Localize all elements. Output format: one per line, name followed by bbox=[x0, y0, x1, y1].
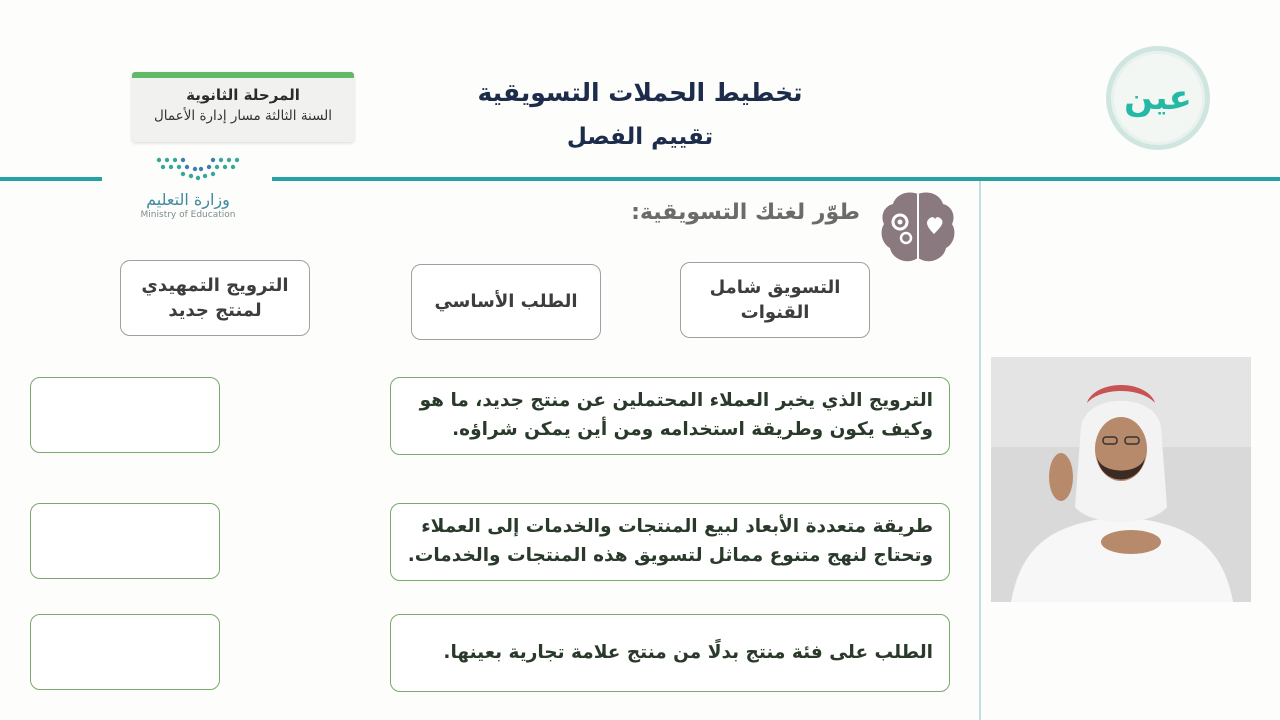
definition-3-text: الطلب على فئة منتج بدلًا من منتج علامة تجارية بعينها. bbox=[443, 641, 933, 663]
ministry-logo bbox=[108, 150, 268, 226]
brain-icon bbox=[878, 188, 958, 266]
page-subtitle: تقييم الفصل bbox=[566, 124, 714, 150]
ministry-emblem-icon bbox=[153, 154, 243, 186]
definition-1 bbox=[390, 377, 950, 455]
definition-3 bbox=[390, 614, 950, 692]
stage-level: المرحلة الثانوية bbox=[186, 86, 300, 104]
term-option-introductory-promotion[interactable]: الترويج التمهيدي لمنتج جديد bbox=[120, 260, 310, 336]
stage-track: السنة الثالثة مسار إدارة الأعمال bbox=[153, 108, 333, 124]
vertical-divider bbox=[979, 181, 981, 720]
answer-drop-box-3[interactable] bbox=[30, 614, 220, 690]
ain-logo bbox=[1106, 46, 1210, 150]
term-option-primary-demand[interactable]: الطلب الأساسي bbox=[411, 264, 601, 340]
definition-1-text: الترويج الذي يخبر العملاء المحتملين عن منتج جديد، ما هو وكيف يكون وطريقة استخدامه ومن أين يمكن شراؤه. bbox=[419, 390, 933, 440]
ministry-name-ar: وزارة التعليم bbox=[146, 190, 230, 209]
header-divider-right bbox=[272, 177, 1280, 181]
stage-card bbox=[132, 72, 354, 142]
answer-drop-box-1[interactable] bbox=[30, 377, 220, 453]
section-title: طوّر لغتك التسويقية: bbox=[631, 200, 860, 225]
ministry-name-en: Ministry of Education bbox=[140, 210, 236, 220]
definition-2 bbox=[390, 503, 950, 581]
header-divider-left bbox=[0, 177, 102, 181]
page-title: تخطيط الحملات التسويقية bbox=[477, 78, 803, 107]
term-option-omnichannel[interactable]: التسويق شامل القنوات bbox=[680, 262, 870, 338]
presenter-image bbox=[991, 357, 1251, 602]
logo-text: عين bbox=[1124, 78, 1192, 118]
definition-2-text: طريقة متعددة الأبعاد لبيع المنتجات والخدمات إلى العملاء وتحتاج لنهج متنوع مماثل لتسويق هذه المنتجات والخدمات. bbox=[407, 516, 933, 566]
presenter-video bbox=[991, 357, 1251, 602]
answer-drop-box-2[interactable] bbox=[30, 503, 220, 579]
